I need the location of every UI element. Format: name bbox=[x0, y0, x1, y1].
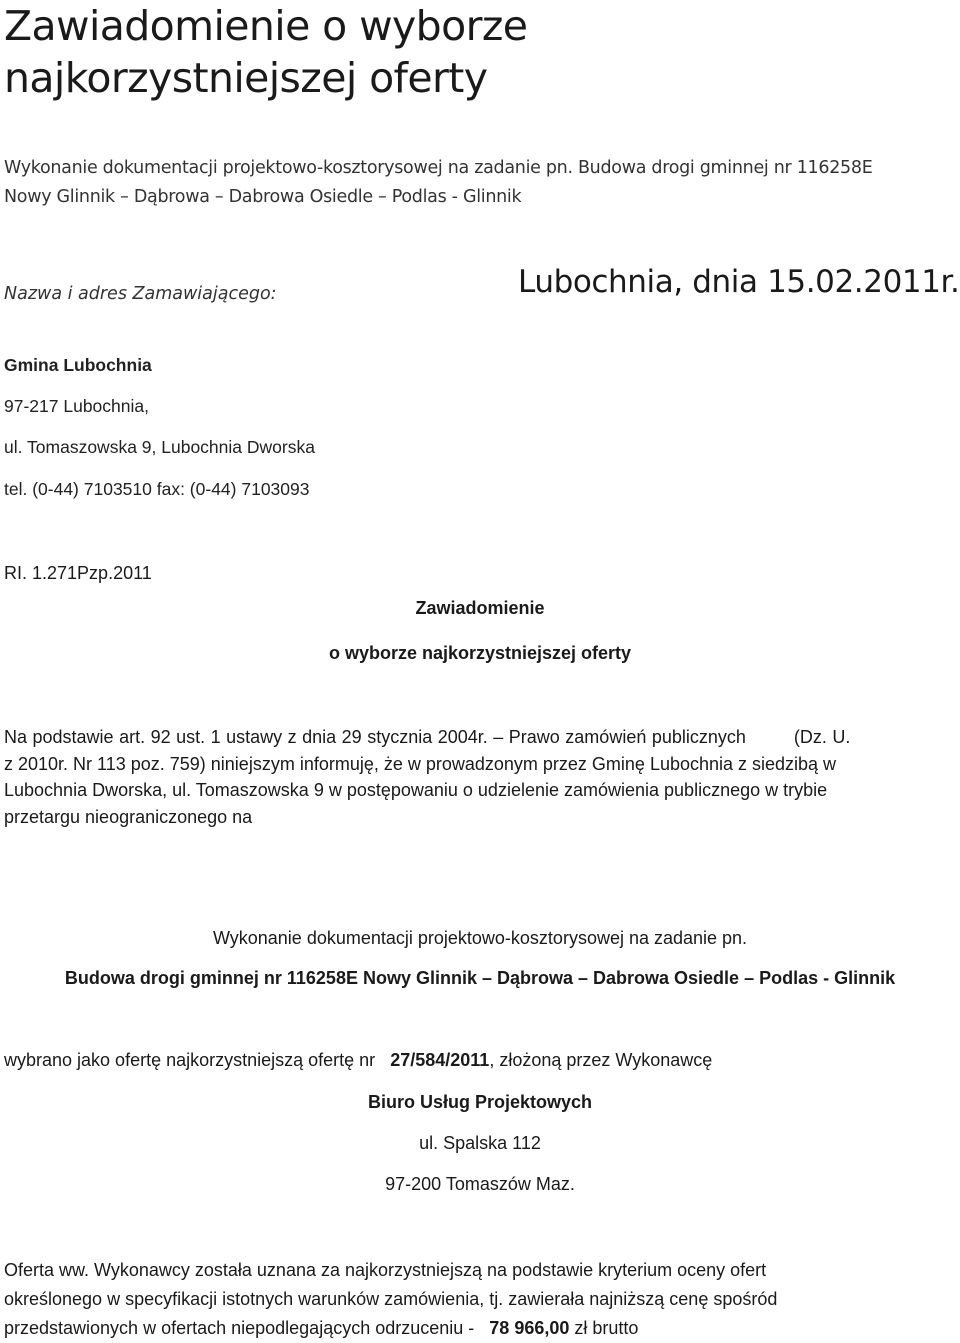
justification-line-2: określonego w specyfikacji istotnych warunków zamówienia, tj. zawierała najniższą cenę spośród bbox=[4, 1289, 778, 1309]
legal-basis-line-3: Lubochnia Dworska, ul. Tomaszowska 9 w postępowaniu o udzielenie zamówienia publicznego w trybie bbox=[4, 780, 828, 800]
selected-offer-statement bbox=[4, 1050, 712, 1071]
page-title-line-1: Zawiadomienie o wyborze bbox=[4, 2, 528, 50]
justification-line-3-text: przedstawionych w ofertach niepodlegających odrzuceniu - bbox=[4, 1318, 475, 1338]
notice-subtitle: o wyborze najkorzystniejszej oferty bbox=[328, 643, 632, 663]
offer-amount: 78 966,00 bbox=[489, 1318, 570, 1338]
page-subtitle bbox=[4, 154, 872, 212]
contractor-street: ul. Spalska 112 bbox=[419, 1133, 541, 1153]
place-date: Lubochnia, dnia 15.02.2011r. bbox=[518, 264, 960, 300]
page-title bbox=[4, 0, 527, 104]
legal-basis-line-4: przetargu nieograniczonego na bbox=[4, 806, 253, 827]
offer-currency: zł brutto bbox=[574, 1318, 639, 1338]
legal-basis-paragraph bbox=[4, 724, 956, 830]
ordering-party-zip-city: 97-217 Lubochnia, bbox=[4, 396, 149, 416]
selected-offer-prefix: wybrano jako ofertę najkorzystniejszą ofertę nr bbox=[4, 1050, 376, 1070]
ordering-party-street: ul. Tomaszowska 9, Lubochnia Dworska bbox=[4, 437, 315, 457]
ordering-party-name: Gmina Lubochnia bbox=[4, 355, 152, 375]
project-description: Wykonanie dokumentacji projektowo-kosztorysowej na zadanie pn. bbox=[212, 928, 748, 948]
legal-basis-line-1 bbox=[4, 724, 956, 751]
legal-basis-line-2: z 2010r. Nr 113 poz. 759) niniejszym informuję, że w prowadzonym przez Gminę Lubochnia z siedzibą w bbox=[4, 753, 837, 774]
legal-basis-line-1-main: Na podstawie art. 92 ust. 1 ustawy z dnia 29 stycznia 2004r. – Prawo zamówień publicznych bbox=[4, 727, 746, 747]
justification-line-1: Oferta ww. Wykonawcy została uznana za najkorzystniejszą na podstawie kryterium oceny ofert bbox=[4, 1260, 767, 1280]
justification-paragraph bbox=[4, 1256, 956, 1343]
legal-basis-line-1-citation: (Dz. U. bbox=[793, 727, 851, 747]
selected-offer-suffix: , złożoną przez Wykonawcę bbox=[489, 1050, 713, 1070]
contractor-city: 97-200 Tomaszów Maz. bbox=[385, 1174, 575, 1194]
contractor-name: Biuro Usług Projektowych bbox=[367, 1092, 593, 1112]
page-subtitle-line-2: Nowy Glinnik – Dąbrowa – Dabrowa Osiedle – Podlas - Glinnik bbox=[4, 187, 522, 207]
reference-number: RI. 1.271Pzp.2011 bbox=[4, 563, 152, 583]
notice-title: Zawiadomienie bbox=[415, 598, 545, 618]
page-title-line-2: najkorzystniejszej oferty bbox=[4, 54, 488, 102]
justification-line-3 bbox=[4, 1314, 956, 1343]
ordering-party-label: Nazwa i adres Zamawiającego: bbox=[4, 284, 277, 304]
ordering-party-phone: tel. (0-44) 7103510 fax: (0-44) 7103093 bbox=[4, 479, 310, 499]
project-name: Budowa drogi gminnej nr 116258E Nowy Glinnik – Dąbrowa – Dabrowa Osiedle – Podlas - Glinnik bbox=[64, 968, 896, 988]
page-subtitle-line-1: Wykonanie dokumentacji projektowo-kosztorysowej na zadanie pn. Budowa drogi gminnej nr 116258E bbox=[4, 158, 873, 178]
selected-offer-number: 27/584/2011 bbox=[390, 1050, 490, 1070]
